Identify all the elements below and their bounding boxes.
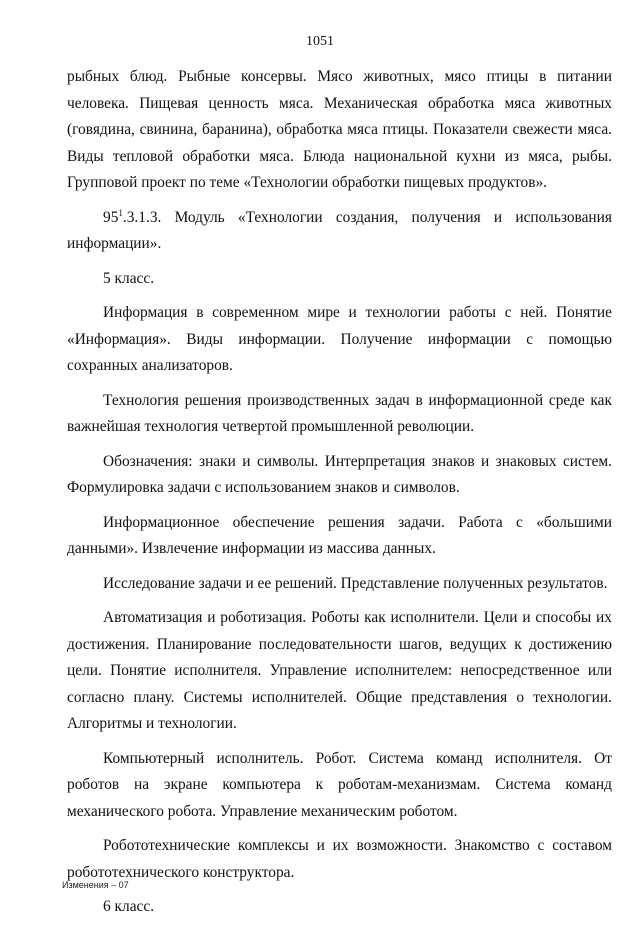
paragraph-grade-6: 6 класс. (103, 898, 155, 915)
paragraph-signs-symbols: Обозначения: знаки и символы. Интерпретация знаков и знаковых систем. Формулировка задачи с использованием знаков и символов. (67, 452, 612, 496)
paragraph-research: Исследование задачи и ее решений. Представление полученных результатов. (103, 574, 608, 592)
paragraph-production-tasks: Технология решения производственных задач в информационной среде как важнейшая технология четвертой промышленной революции. (67, 391, 612, 435)
paragraph-automation: Автоматизация и роботизация. Роботы как исполнители. Цели и способы их достижения. Планирование последовательности шагов, ведущих к достижению цели. Понятие исполнителя. Управление исполнителем: непосредственное или согласно плану. Системы исполнителей. Общие представления о технологии. Алгоритмы и технологии. (67, 609, 612, 732)
paragraph-fish-meat: рыбных блюд. Рыбные консервы. Мясо животных, мясо птицы в питании человека. Пищевая ценность мяса. Механическая обработка мяса животных (говядина, свинина, баранина), обработка мяса птицы. Показатели свежести мяса. Виды тепловой обработки мяса. Блюда национальной кухни из мяса, рыбы. Групповой проект по теме «Технологии обработки пищевых продуктов». (67, 68, 612, 191)
paragraph-computer-executor: Компьютерный исполнитель. Робот. Система команд исполнителя. От роботов на экране компьютера к роботам-механизмам. Система команд механического робота. Управление механическим роботом. (67, 749, 612, 820)
paragraph-robotics: Робототехнические комплексы и их возможности. Знакомство с составом робототехнического конструктора. (67, 837, 612, 881)
footer-note: Изменения – 07 (62, 880, 129, 890)
section-number: $95^1.3.1.3$. (103, 207, 162, 226)
document-body (67, 64, 612, 929)
paragraph-grade-5: 5 класс. (103, 269, 155, 287)
paragraph-big-data: Информационное обеспечение решения задачи. Работа с «большими данными». Извлечение информации из массива данных. (67, 513, 612, 557)
paragraph-information: Информация в современном мире и технологии работы с ней. Понятие «Информация». Виды информации. Получение информации с помощью сохранных анализаторов. (67, 304, 612, 374)
module-title: Модуль «Технологии создания, получения и использования информации». (67, 208, 612, 252)
paragraph-module-heading (67, 205, 612, 258)
page-number: 1051 (306, 34, 334, 49)
